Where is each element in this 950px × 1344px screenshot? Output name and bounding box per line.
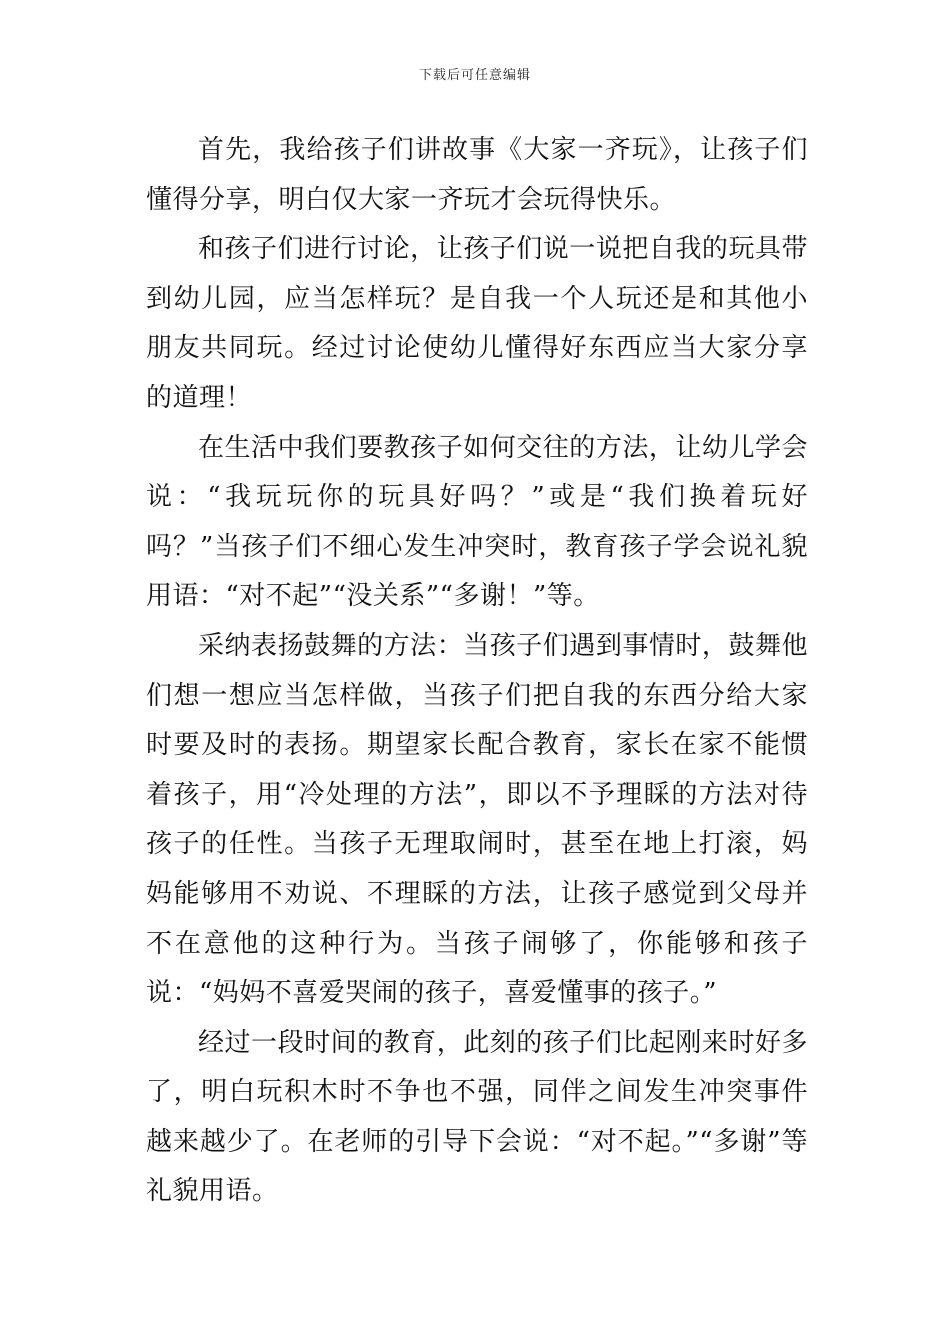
paragraph-2: 和孩子们进行讨论，让孩子们说一说把自我的玩具带到幼儿园，应当怎样玩？是自我一个人玩还是和其他小朋友共同玩。经过讨论使幼儿懂得好东西应当大家分享的道理！ — [146, 234, 808, 413]
paragraph-1: 首先，我给孩子们讲故事《大家一齐玩》，让孩子们懂得分享，明白仅大家一齐玩才会玩得快乐。 — [146, 135, 808, 215]
paragraph-5: 经过一段时间的教育，此刻的孩子们比起刚来时好多了，明白玩积木时不争也不强，同伴之间发生冲突事件越来越少了。在老师的引导下会说：“对不起。”“多谢”等礼貌用语。 — [146, 1027, 808, 1207]
document-body — [146, 126, 808, 1217]
page-header-note: 下载后可任意编辑 — [418, 68, 531, 83]
paragraph-4: 采纳表扬鼓舞的方法：当孩子们遇到事情时，鼓舞他们想一想应当怎样做，当孩子们把自我的东西分给大家时要及时的表扬。期望家长配合教育，家长在家不能惯着孩子，用“冷处理的方法”，即以不予理睬的方法对待孩子的任性。当孩子无理取闹时，甚至在地上打滚，妈妈能够用不劝说、不理睬的方法，让孩子感觉到父母并不在意他的这种行为。当孩子闹够了，你能够和孩子说：“妈妈不喜爱哭闹的孩子，喜爱懂事的孩子。” — [146, 630, 808, 1009]
paragraph-3: 在生活中我们要教孩子如何交往的方法，让幼儿学会说：“我玩玩你的玩具好吗？”或是“我们换着玩好吗？”当孩子们不细心发生冲突时，教育孩子学会说礼貌用语：“对不起”“没关系”“多谢！”等。 — [146, 432, 808, 612]
